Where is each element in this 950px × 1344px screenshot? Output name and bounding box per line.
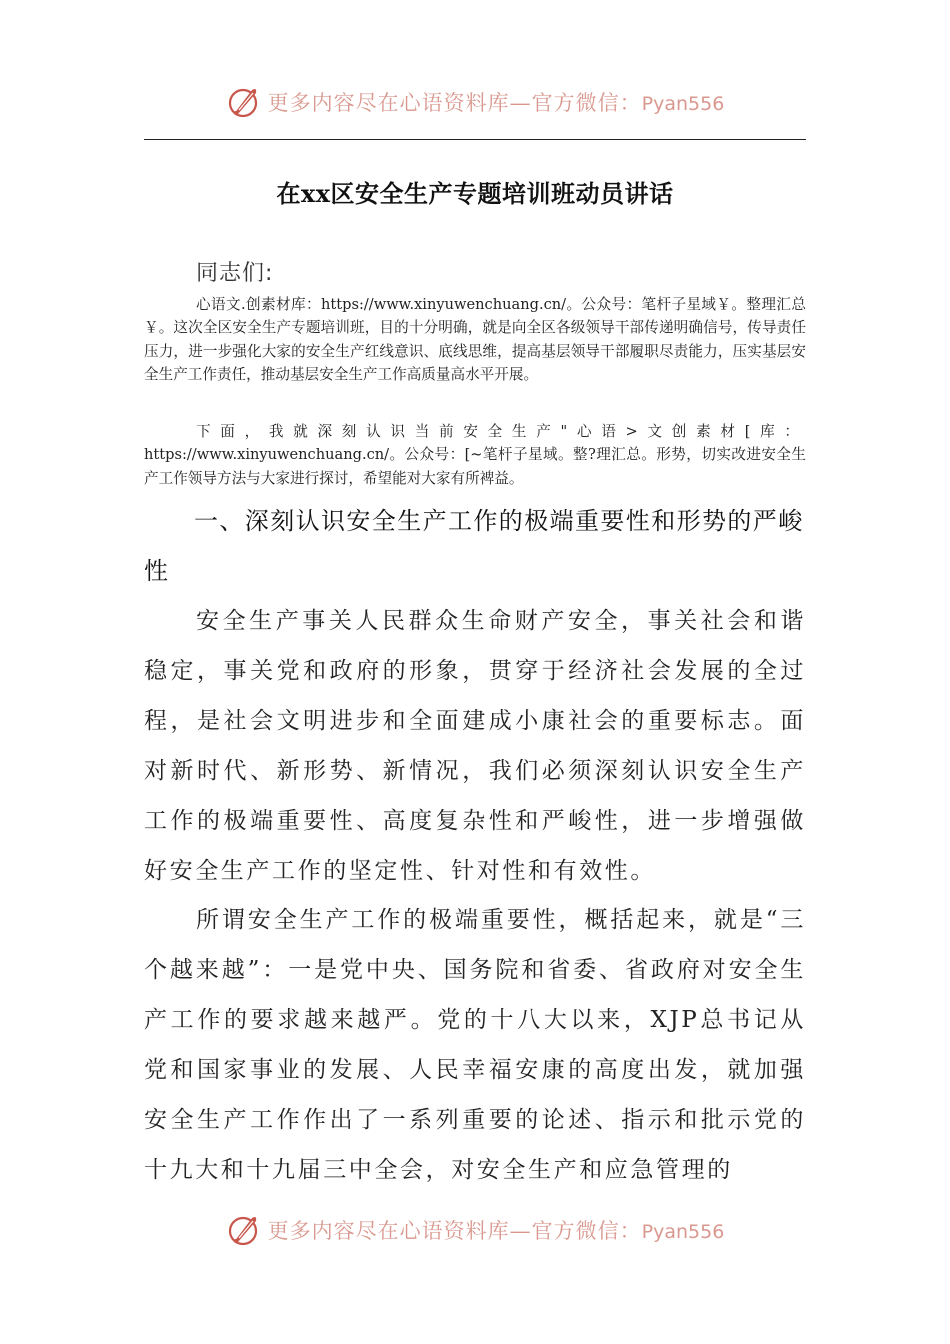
quill-pen-logo-icon (226, 84, 262, 120)
quill-pen-logo-icon (226, 1212, 262, 1248)
body-paragraph-2: 所谓安全生产工作的极端重要性，概括起来，就是“三个越来越”：一是党中央、国务院和省委、省政府对安全生产工作的要求越来越严。党的十八大以来，XJP总书记从党和国家事业的发展、人民幸福安康的高度出发，就加强安全生产工作作出了一系列重要的论述、指示和批示党的十九大和十九届三中全会，对安全生产和应急管理的 (144, 907, 806, 1183)
document-title: 在xx区安全生产专题培训班动员讲话 (276, 179, 674, 208)
body-paragraph-1: 安全生产事关人民群众生命财产安全，事关社会和谐稳定，事关党和政府的形象，贯穿于经济社会发展的全过程，是社会文明进步和全面建成小康社会的重要标志。面对新时代、新形势、新情况，我们必须深刻认识安全生产工作的极端重要性、高度复杂性和严峻性，进一步增强做好安全生产工作的坚定性、针对性和有效性。 (144, 608, 806, 884)
header-divider (144, 139, 806, 140)
banner-text: 更多内容尽在心语资料库—官方微信：Pyan556 (267, 1219, 725, 1243)
section-heading-1: 一、深刻认识安全生产工作的极端重要性和形势的严峻性 (144, 507, 804, 585)
intro-paragraph: 心语文.创素材库：https://www.xinyuwenchuang.cn/。公众号：笔杆子星域￥。整理汇总￥。这次全区安全生产专题培训班，目的十分明确，就是向全区各级领导干部传递明确信号，传导责任压力，进一步强化大家的安全生产红线意识、底线思维，提高基层领导干部履职尽责能力，压实基层安全生产工作责任，推动基层安全生产工作高质量高水平开展。 (144, 296, 806, 384)
salutation: 同志们: (196, 261, 274, 286)
banner-text: 更多内容尽在心语资料库—官方微信：Pyan556 (267, 91, 725, 115)
header-banner (0, 80, 950, 124)
second-paragraph: 下面，我就深刻认识当前安全生产"心语>文创素材[库： https://www.xinyuwenchuang.cn/。公众号：[~笔杆子星域。整?理汇总。形势，切实改进安全生产工作领导方法与大家进行探讨，希望能对大家有所裨益。 (144, 423, 806, 487)
footer-banner (0, 1208, 950, 1252)
